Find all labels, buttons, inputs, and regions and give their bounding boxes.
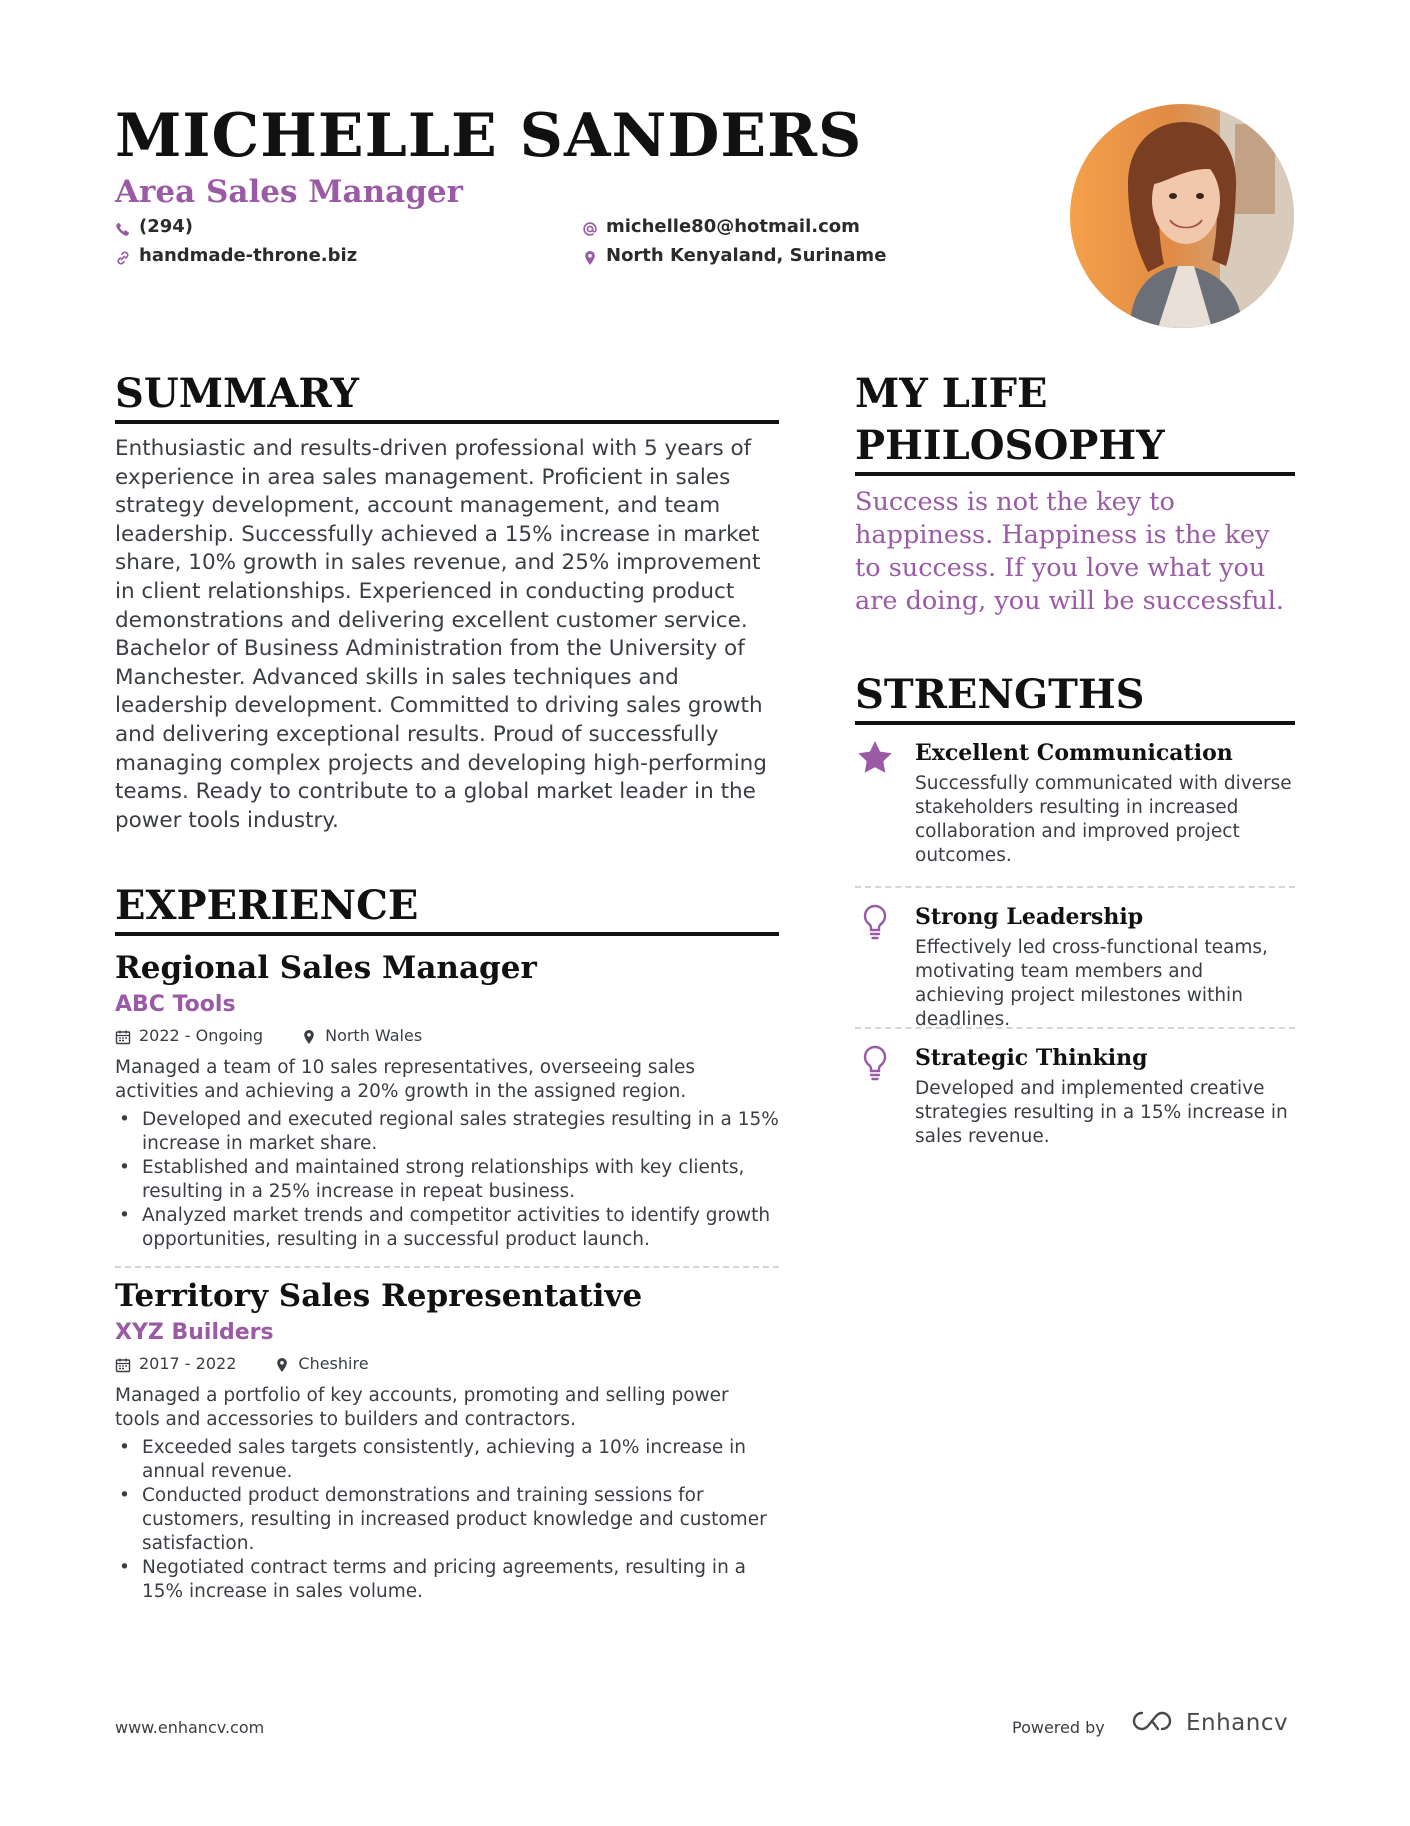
candidate-name: MICHELLE SANDERS [115, 101, 863, 171]
experience-heading: EXPERIENCE [115, 880, 779, 936]
strength-description: Developed and implemented creative strategies resulting in a 15% increase in sales revenue. [915, 1078, 1288, 1147]
strength-divider [855, 1027, 1295, 1029]
strength-title: Excellent Communication [915, 740, 1233, 766]
job-bullet: • Developed and executed regional sales strategies resulting in a 15% increase in market share. [115, 1108, 779, 1156]
footer-brand-name: Enhancv [1186, 1710, 1289, 1736]
contact-phone-text: (294) [139, 216, 194, 237]
enhancv-logo-icon [1130, 1708, 1176, 1738]
at-icon [582, 219, 598, 235]
job-bullet: • Established and maintained strong relationships with key clients, resulting in a 25% increase in repeat business. [115, 1156, 779, 1204]
star-icon [855, 738, 895, 778]
profile-photo [1070, 104, 1294, 328]
philosophy-quote: Success is not the key to happiness. Happiness is the key to success. If you love what you are doing, you will be successful. [855, 487, 1285, 616]
calendar-icon [115, 1028, 131, 1044]
job-description: Managed a team of 10 sales representatives, overseeing sales activities and achieving a 20% growth in the assigned region. [115, 1057, 695, 1102]
strength-description: Successfully communicated with diverse stakeholders resulting in increased collaboration and improved project outcomes. [915, 773, 1292, 866]
contact-location [582, 243, 886, 269]
summary-heading: SUMMARY [115, 368, 779, 424]
lightbulb-icon [855, 902, 895, 942]
strength-description: Effectively led cross-functional teams, motivating team members and achieving project milestones within deadlines. [915, 937, 1268, 1030]
strength-title: Strong Leadership [915, 904, 1144, 930]
job-description: Managed a portfolio of key accounts, promoting and selling power tools and accessories to builders and contractors. [115, 1385, 729, 1430]
location-pin-icon [582, 248, 598, 264]
link-icon [115, 248, 131, 264]
experience-divider [115, 1266, 779, 1268]
job-location: North Wales [325, 1026, 423, 1045]
location-pin-icon [274, 1356, 290, 1372]
job-bullet: • Conducted product demonstrations and training sessions for customers, resulting in increased product knowledge and customer satisfaction. [115, 1484, 779, 1556]
contact-website-text[interactable]: handmade-throne.biz [139, 245, 358, 266]
philosophy-heading: MY LIFE PHILOSOPHY [855, 368, 1295, 476]
job-title: Territory Sales Representative [115, 1278, 643, 1314]
strength-item [855, 1043, 1295, 1149]
strength-title: Strategic Thinking [915, 1045, 1148, 1071]
location-pin-icon [301, 1028, 317, 1044]
contact-website[interactable] [115, 243, 357, 269]
job-bullet: • Negotiated contract terms and pricing agreements, resulting in a 15% increase in sales volume. [115, 1556, 779, 1604]
phone-icon [115, 219, 131, 235]
experience-item [115, 1276, 779, 1604]
job-meta [115, 1352, 779, 1376]
job-company: XYZ Builders [115, 1320, 274, 1345]
job-meta [115, 1024, 779, 1048]
strength-item [855, 738, 1295, 868]
strength-divider [855, 886, 1295, 888]
job-bullet: • Analyzed market trends and competitor activities to identify growth opportunities, resulting in a successful product launch. [115, 1204, 779, 1252]
experience-item [115, 948, 779, 1252]
calendar-icon [115, 1356, 131, 1372]
job-bullet: • Exceeded sales targets consistently, achieving a 10% increase in annual revenue. [115, 1436, 779, 1484]
footer-powered-by: Powered by [1012, 1718, 1105, 1737]
summary-text: Enthusiastic and results-driven professional with 5 years of experience in area sales management. Proficient in sales strategy development, account management, and team leadership. Successfully achieved a 15% increase in market share, 10% growth in sales revenue, and 25% improvement in client relationships. Experienced in conducting product demonstrations and delivering excellent customer service. Bachelor of Business Administration from the University of Manchester. Advanced skills in sales techniques and leadership development. Committed to driving sales growth and delivering exceptional results. Proud of successfully managing complex projects and developing high-performing teams. Ready to contribute to a global market leader in the power tools industry. [115, 436, 767, 833]
job-title: Regional Sales Manager [115, 950, 537, 986]
contact-phone [115, 214, 193, 240]
footer-brand-logo[interactable] [1130, 1708, 1288, 1738]
job-bullet-list [115, 1108, 779, 1252]
job-location: Cheshire [298, 1354, 369, 1373]
job-dates: 2017 - 2022 [139, 1354, 237, 1373]
lightbulb-icon [855, 1043, 895, 1083]
strengths-heading: STRENGTHS [855, 669, 1295, 725]
strength-item [855, 902, 1295, 1032]
contact-location-text: North Kenyaland, Suriname [606, 245, 887, 266]
contact-email[interactable] [582, 214, 860, 240]
job-company: ABC Tools [115, 992, 236, 1017]
footer-url[interactable]: www.enhancv.com [115, 1718, 265, 1737]
candidate-role: Area Sales Manager [115, 174, 463, 210]
job-bullet-list [115, 1436, 779, 1604]
contact-email-text[interactable]: michelle80@hotmail.com [606, 216, 860, 237]
job-dates: 2022 - Ongoing [139, 1026, 264, 1045]
